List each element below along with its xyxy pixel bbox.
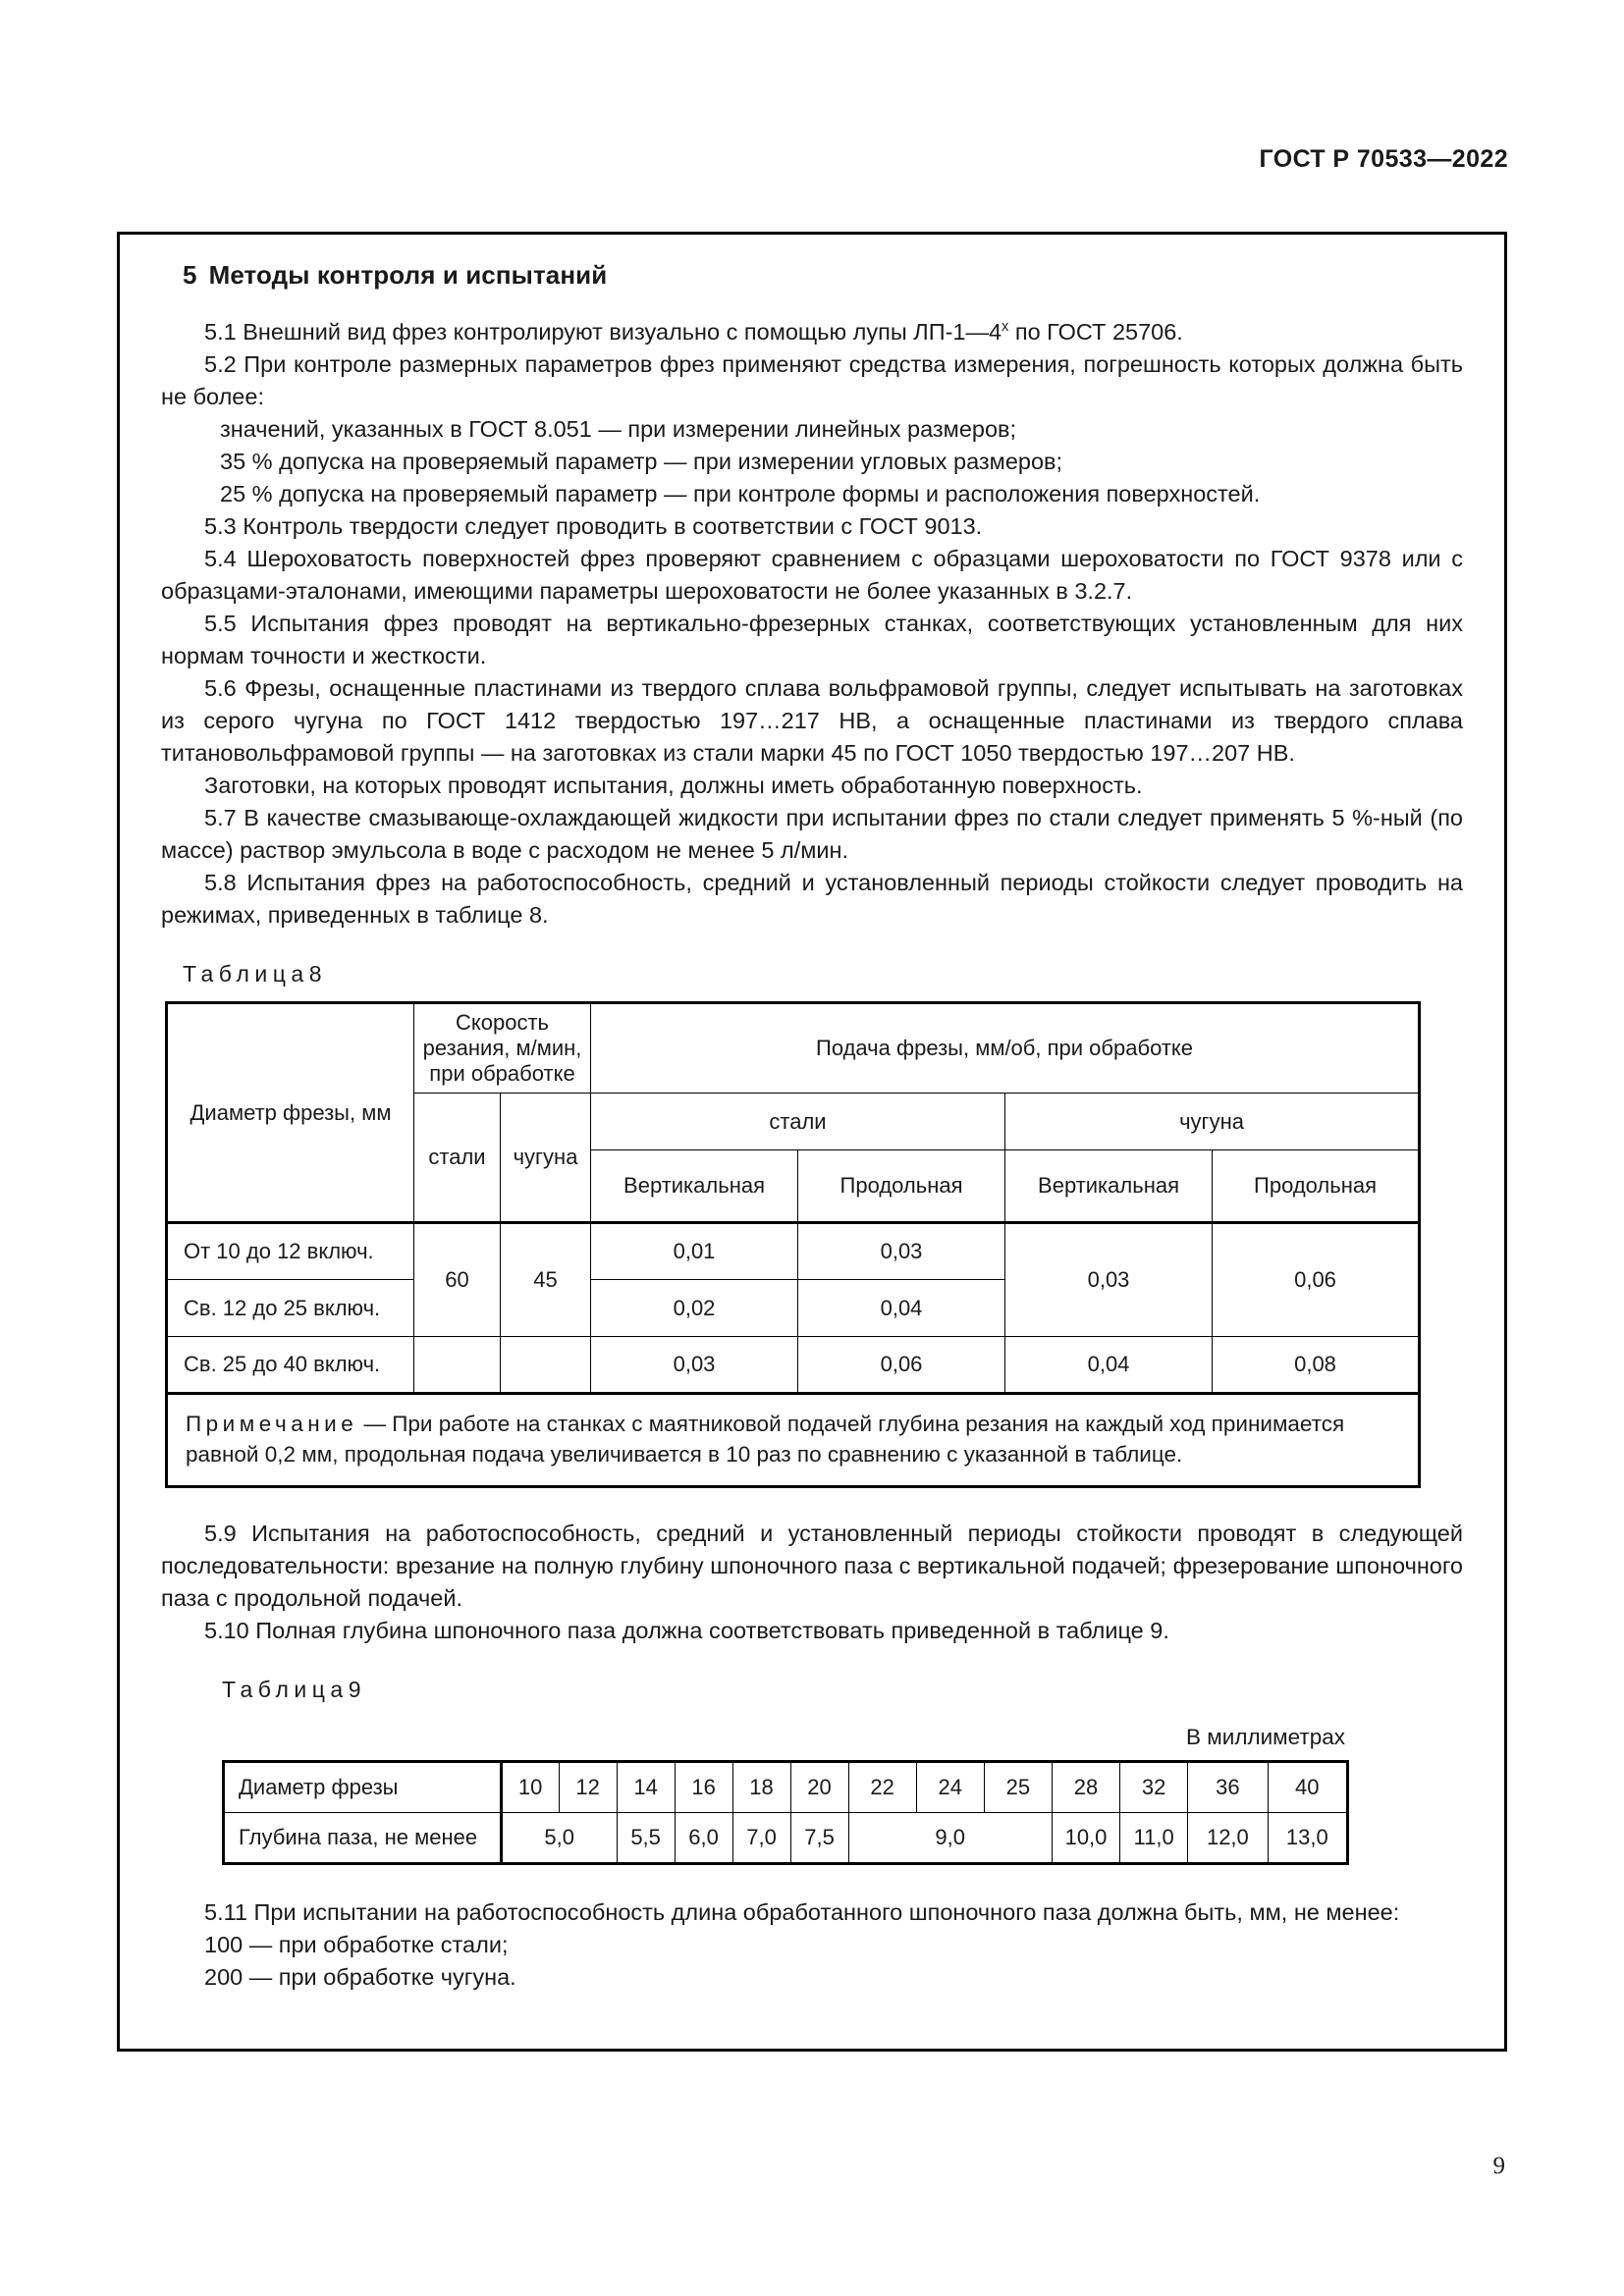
table-9-units-label: В миллиметрах — [1186, 1725, 1345, 1749]
table-8-note-label: Примечание — [186, 1412, 358, 1436]
table-9-caption-number: 9 — [348, 1677, 361, 1702]
table-9-depth-7: 11,0 — [1120, 1813, 1188, 1864]
table-9-depth-1: 5,5 — [617, 1813, 675, 1864]
table-8-header-feed-steel: стали — [591, 1094, 1005, 1150]
table-9-depth-3: 7,0 — [732, 1813, 790, 1864]
table-9-caption — [222, 1677, 1463, 1703]
table-8-row-2-steel-longitudinal: 0,06 — [798, 1337, 1005, 1394]
paragraph-5-1-text: 5.1 Внешний вид фрез контролируют визуально с помощью лупы ЛП-1—4 — [204, 319, 1002, 345]
page-text-frame — [117, 232, 1507, 2052]
paragraph-5-5: 5.5 Испытания фрез проводят на вертикально-фрезерных станках, соответствующих установленным для них нормам точности и жесткости. — [161, 611, 1463, 668]
table-9-label-diameter: Диаметр фрезы — [224, 1762, 502, 1813]
superscript-x: х — [1001, 319, 1009, 336]
table-8-row-1-diameter: Св. 12 до 25 включ. — [167, 1280, 414, 1337]
table-9-diameter-8: 25 — [984, 1762, 1052, 1813]
paragraph-5-1-tail: по ГОСТ 25706. — [1008, 319, 1183, 345]
paragraph-5-8: 5.8 Испытания фрез на работоспособность, средний и установленный периоды стойкости следует проводить на режимах, приведенных в таблице 8. — [161, 870, 1463, 928]
table-9-caption-word: Таблица — [222, 1677, 349, 1702]
table-9-header-row — [224, 1762, 1348, 1813]
table-8-caption-number: 8 — [308, 961, 322, 987]
table-8-note — [167, 1394, 1420, 1487]
paragraph-5-6: 5.6 Фрезы, оснащенные пластинами из твердого сплава вольфрамовой группы, следует испытывать на заготовках из серого чугуна по ГОСТ 1412 твердостью 197…217 HB, а оснащенные пластинами из твердого сплава титановольфрамовой группы — на заготовках из стали марки 45 по ГОСТ 1050 твердостью 197…207 HB. — [161, 675, 1463, 766]
paragraph-5-11: 5.11 При испытании на работоспособность длина обработанного шпоночного паза должна быть, мм, не менее: — [204, 1899, 1400, 1925]
table-9 — [222, 1760, 1349, 1865]
table-8-header-speed-iron: чугуна — [501, 1094, 591, 1223]
paragraph-5-1 — [161, 316, 1463, 348]
table-8-row-0-steel-longitudinal: 0,03 — [798, 1223, 1005, 1280]
table-8-row-0-diameter: От 10 до 12 включ. — [167, 1223, 414, 1280]
paragraph-5-2-item-c: 25 % допуска на проверяемый параметр — при контроле формы и расположения поверхностей. — [220, 481, 1261, 507]
table-9-depth-6: 10,0 — [1052, 1813, 1119, 1864]
paragraph-5-3: 5.3 Контроль твердости следует проводить в соответствии с ГОСТ 9013. — [204, 513, 983, 539]
table-8-row-2-speed-steel — [414, 1337, 501, 1394]
table-8-header-feed-group: Подача фрезы, мм/об, при обработке — [591, 1003, 1420, 1094]
table-row — [167, 1223, 1420, 1280]
table-8-header-speed-steel: стали — [414, 1094, 501, 1223]
table-8-iron-longitudinal-merged: 0,06 — [1213, 1223, 1420, 1337]
paragraph-5-11-item-a: 100 — при обработке стали; — [204, 1932, 509, 1957]
table-8-row-1-steel-longitudinal: 0,04 — [798, 1280, 1005, 1337]
table-9-label-depth: Глубина паза, не менее — [224, 1813, 502, 1864]
table-9-depth-9: 13,0 — [1268, 1813, 1347, 1864]
table-8-row-2-iron-vertical: 0,04 — [1005, 1337, 1213, 1394]
paragraph-5-9: 5.9 Испытания на работоспособность, средний и установленный периоды стойкости проводят в следующей последовательности: врезание на полную глубину шпоночного паза с вертикальной подачей; фрезерование шпоночного паза с продольной подачей. — [161, 1521, 1463, 1611]
table-8-row-2-iron-longitudinal: 0,08 — [1213, 1337, 1420, 1394]
table-9-diameter-7: 24 — [916, 1762, 984, 1813]
paragraph-5-2: 5.2 При контроле размерных параметров фрез применяют средства измерения, погрешность которых должна быть не более: — [161, 351, 1463, 409]
page-number: 9 — [1492, 2153, 1505, 2179]
table-9-diameter-3: 16 — [675, 1762, 732, 1813]
paragraph-5-7: 5.7 В качестве смазывающе-охлаждающей жидкости при испытании фрез по стали следует применять 5 %-ный (по массе) раствор эмульсола в воде с расходом не менее 5 л/мин. — [161, 805, 1463, 863]
table-9-diameter-11: 36 — [1188, 1762, 1268, 1813]
table-9-depth-row — [224, 1813, 1348, 1864]
table-9-depth-2: 6,0 — [675, 1813, 732, 1864]
table-8-caption-word: Таблица — [183, 961, 309, 987]
paragraph-5-2-item-b: 35 % допуска на проверяемый параметр — при измерении угловых размеров; — [220, 449, 1063, 474]
table-8-caption — [183, 961, 1463, 988]
table-9-depth-0: 5,0 — [501, 1813, 617, 1864]
table-9-diameter-1: 12 — [559, 1762, 617, 1813]
table-9-depth-8: 12,0 — [1188, 1813, 1268, 1864]
table-8-header-iron-vertical: Вертикальная — [1005, 1150, 1213, 1223]
table-8-header-steel-vertical: Вертикальная — [591, 1150, 798, 1223]
paragraph-5-6-b: Заготовки, на которых проводят испытания, должны иметь обработанную поверхность. — [204, 773, 1143, 798]
table-8-row-2-speed-iron — [501, 1337, 591, 1394]
section-title-text: Методы контроля и испытаний — [208, 260, 608, 290]
page-title — [161, 260, 1463, 291]
table-9-diameter-6: 22 — [848, 1762, 916, 1813]
paragraph-5-11-item-b: 200 — при обработке чугуна. — [204, 1964, 516, 1990]
table-9-diameter-12: 40 — [1268, 1762, 1347, 1813]
table-8-header-row-1 — [167, 1003, 1420, 1094]
table-9-diameter-2: 14 — [617, 1762, 675, 1813]
table-9-diameter-9: 28 — [1052, 1762, 1119, 1813]
table-8-row-2-diameter: Св. 25 до 40 включ. — [167, 1337, 414, 1394]
table-9-diameter-5: 20 — [790, 1762, 848, 1813]
table-8-speed-iron-value: 45 — [501, 1223, 591, 1337]
table-9-depth-4: 7,5 — [790, 1813, 848, 1864]
table-8-row-0-steel-vertical: 0,01 — [591, 1223, 798, 1280]
table-8-iron-vertical-merged: 0,03 — [1005, 1223, 1213, 1337]
table-8-header-iron-longitudinal: Продольная — [1213, 1150, 1420, 1223]
table-9-depth-5: 9,0 — [848, 1813, 1052, 1864]
document-header: ГОСТ Р 70533—2022 — [1259, 145, 1508, 173]
table-8-row-1-steel-vertical: 0,02 — [591, 1280, 798, 1337]
paragraph-5-2-item-a: значений, указанных в ГОСТ 8.051 — при измерении линейных размеров; — [220, 416, 1017, 442]
table-8-header-speed-group: Скорость резания, м/мин, при обработке — [414, 1003, 591, 1094]
paragraph-5-10: 5.10 Полная глубина шпоночного паза должна соответствовать приведенной в таблице 9. — [204, 1618, 1169, 1643]
table-8 — [165, 1001, 1421, 1488]
table-8-speed-steel-value: 60 — [414, 1223, 501, 1337]
section-number: 5 — [183, 260, 197, 290]
table-row — [167, 1337, 1420, 1394]
table-9-diameter-0: 10 — [501, 1762, 559, 1813]
paragraph-5-4: 5.4 Шероховатость поверхностей фрез проверяют сравнением с образцами шероховатости по ГОСТ 9378 или с образцами-эталонами, имеющими параметры шероховатости не более указанных в 3.2.7. — [161, 546, 1463, 604]
table-9-diameter-4: 18 — [732, 1762, 790, 1813]
table-8-note-text: — При работе на станках с маятниковой подачей глубина резания на каждый ход принимается равной 0,2 мм, продольная подача увеличивается в 10 раз по сравнению с указанной в таблице. — [186, 1412, 1345, 1467]
table-8-header-diameter: Диаметр фрезы, мм — [167, 1003, 414, 1223]
table-9-diameter-10: 32 — [1120, 1762, 1188, 1813]
table-8-header-steel-longitudinal: Продольная — [798, 1150, 1005, 1223]
table-8-header-feed-iron: чугуна — [1005, 1094, 1420, 1150]
table-8-row-2-steel-vertical: 0,03 — [591, 1337, 798, 1394]
table-8-note-row — [167, 1394, 1420, 1487]
